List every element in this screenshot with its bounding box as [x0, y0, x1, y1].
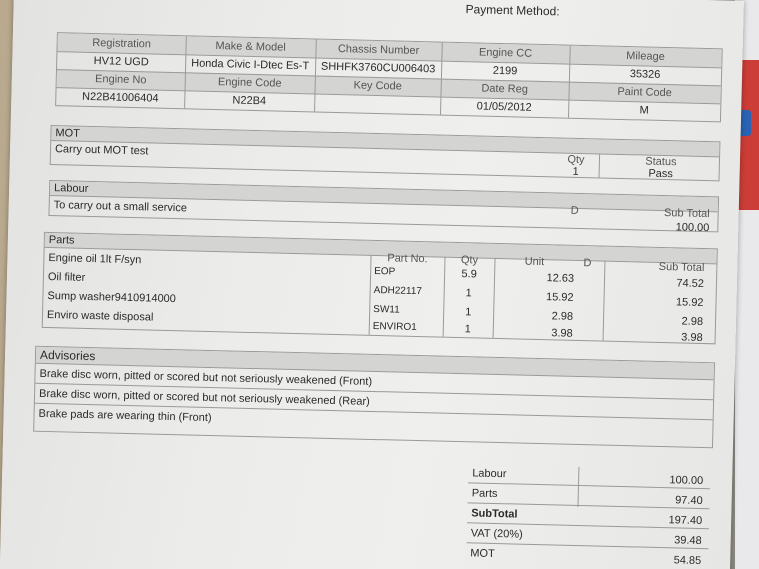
mot-title: MOT [55, 127, 81, 140]
labour-subtotal: 100.00 [675, 221, 710, 235]
paint-code-header: Paint Code [617, 85, 672, 100]
mileage-value: 35326 [629, 68, 661, 81]
totals-parts-value: 97.40 [674, 494, 703, 508]
labour-title: Labour [53, 182, 89, 195]
mot-qty-header: Qty [567, 153, 585, 167]
labour-d-header: D [570, 204, 579, 217]
part-subtotal: 74.52 [676, 277, 705, 291]
part-qty: 1 [464, 323, 471, 336]
part-unit: 12.63 [546, 272, 575, 285]
totals-mot-value: 54.85 [673, 554, 702, 568]
mot-qty: 1 [572, 165, 579, 178]
part-qty: 1 [465, 287, 472, 300]
payment-method-label: Payment Method: [465, 2, 560, 19]
vehicle-details-table [55, 32, 723, 122]
chassis-number-header: Chassis Number [337, 43, 420, 57]
part-number: SW11 [373, 303, 400, 316]
mot-description: Carry out MOT test [54, 143, 149, 158]
part-qty: 1 [464, 306, 472, 319]
part-unit: 2.98 [551, 310, 574, 323]
totals-parts-label: Parts [471, 487, 498, 501]
engine-cc-value: 2199 [492, 64, 518, 78]
parts-partno-header: Part No. [387, 252, 428, 266]
part-subtotal: 3.98 [681, 331, 703, 345]
part-description: Oil filter [47, 270, 86, 284]
date-reg-value: 01/05/2012 [476, 100, 532, 114]
key-code-header: Key Code [353, 79, 402, 93]
part-number: ENVIRO1 [372, 320, 417, 334]
paint-code-value: M [639, 104, 649, 117]
totals-labour-label: Labour [472, 467, 507, 481]
totals-vat-label: VAT (20%) [470, 527, 523, 541]
labour-description: To carry out a small service [53, 199, 188, 215]
advisory-item: Brake disc worn, pitted or scored but not seriously weakened (Front) [39, 367, 373, 388]
labour-subtotal-header: Sub Total [663, 207, 710, 221]
part-description: Sump washer9410914000 [47, 289, 177, 306]
advisories-section [33, 346, 715, 449]
part-number: EOP [374, 265, 396, 278]
parts-subtotal-header: Sub Total [658, 260, 705, 275]
engine-cc-header: Engine CC [478, 46, 533, 60]
parts-title: Parts [48, 234, 75, 247]
parts-qty-header: Qty [460, 254, 479, 267]
registration-header: Registration [92, 37, 152, 51]
parts-unit-header: Unit [524, 255, 545, 269]
part-number: ADH22117 [373, 284, 423, 298]
make-model-header: Make & Model [215, 40, 286, 54]
totals-subtotal-label: SubTotal [471, 507, 518, 521]
part-description: Enviro waste disposal [46, 308, 154, 324]
engine-code-value: N22B4 [232, 94, 267, 108]
totals-labour-value: 100.00 [669, 474, 704, 488]
parts-d-header: D [583, 257, 592, 270]
make-model-value: Honda Civic I-Dtec Es-T [191, 57, 310, 73]
engine-no-header: Engine No [94, 73, 147, 87]
totals-subtotal-value: 197.40 [668, 514, 703, 528]
part-subtotal: 2.98 [681, 315, 704, 329]
advisories-title: Advisories [39, 347, 96, 364]
part-qty: 5.9 [461, 268, 477, 281]
part-unit: 15.92 [545, 291, 574, 304]
chassis-number-value: SHHFK3760CU006403 [320, 60, 436, 76]
registration-value: HV12 UGD [93, 55, 149, 69]
labour-section [48, 180, 719, 235]
date-reg-header: Date Reg [481, 82, 529, 96]
mot-status: Pass [648, 167, 674, 181]
parts-section [42, 232, 718, 344]
part-unit: 3.98 [551, 327, 573, 340]
part-subtotal: 15.92 [675, 296, 704, 310]
totals-block [466, 464, 711, 569]
advisory-item: Brake disc worn, pitted or scored but not seriously weakened (Rear) [38, 387, 370, 408]
engine-no-value: N22B41006404 [81, 90, 159, 105]
engine-code-header: Engine Code [217, 76, 282, 90]
mot-status-header: Status [645, 155, 677, 169]
part-description: Engine oil 1lt F/syn [48, 252, 142, 267]
mileage-header: Mileage [626, 50, 665, 63]
advisory-item: Brake pads are wearing thin (Front) [38, 407, 212, 425]
mot-section [50, 125, 721, 181]
totals-vat-value: 39.48 [674, 534, 702, 548]
totals-mot-label: MOT [470, 547, 495, 560]
